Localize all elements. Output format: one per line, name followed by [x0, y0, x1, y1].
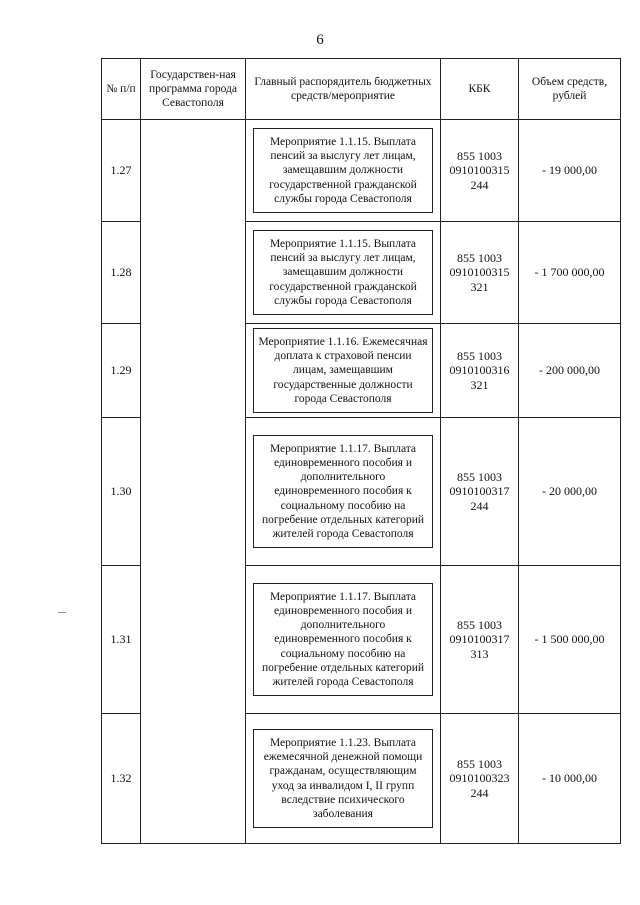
- amount-cell: - 1 500 000,00: [519, 566, 621, 714]
- measure-cell: [246, 418, 441, 566]
- kbk-code-part: 0910100317: [449, 484, 510, 499]
- header-num: № п/п: [102, 59, 141, 120]
- measure-cell: [246, 222, 441, 324]
- kbk-code-part: 321: [470, 279, 489, 294]
- header-amount: Объем средств, рублей: [519, 59, 621, 120]
- row-number: 1.29: [102, 324, 141, 418]
- amount-cell: - 19 000,00: [519, 120, 621, 222]
- kbk-cell: [441, 324, 519, 418]
- kbk-code-part: 0910100323: [449, 771, 510, 786]
- kbk-code-part: 0910100315: [449, 265, 510, 280]
- row-number: 1.28: [102, 222, 141, 324]
- row-number: 1.32: [102, 714, 141, 844]
- kbk-code-part: 244: [470, 498, 489, 513]
- kbk-cell: [441, 566, 519, 714]
- measure-text: Мероприятие 1.1.23. Выплата ежемесячной денежной помощи гражданам, осуществляющим уход за инвалидом I, II групп вследствие психического заболевания: [253, 729, 433, 827]
- measure-cell: [246, 566, 441, 714]
- measure-cell: [246, 120, 441, 222]
- amount-cell: - 20 000,00: [519, 418, 621, 566]
- kbk-code-part: 0910100317: [449, 632, 510, 647]
- kbk-cell: [441, 120, 519, 222]
- row-number: 1.27: [102, 120, 141, 222]
- row-number: 1.30: [102, 418, 141, 566]
- kbk-cell: [441, 418, 519, 566]
- row-number: 1.31: [102, 566, 141, 714]
- amount-cell: - 1 700 000,00: [519, 222, 621, 324]
- program-cell: [141, 120, 246, 844]
- kbk-code-part: 855 1003: [457, 756, 502, 771]
- measure-text: Мероприятие 1.1.15. Выплата пенсий за выслугу лет лицам, замещавшим должности государственной гражданской службы города Севастополя: [253, 128, 433, 212]
- measure-text: Мероприятие 1.1.17. Выплата единовременного пособия и дополнительного единовременного пособия к социальному пособию на погребение отдельных категорий жителей города Севастополя: [253, 435, 433, 547]
- measure-text: Мероприятие 1.1.15. Выплата пенсий за выслугу лет лицам, замещавшим должности государственной гражданской службы города Севастополя: [253, 230, 433, 314]
- measure-cell: [246, 714, 441, 844]
- measure-text: Мероприятие 1.1.16. Ежемесячная доплата к страховой пенсии лицам, замещавшим государственные должности города Севастополя: [253, 328, 433, 412]
- kbk-code-part: 855 1003: [457, 617, 502, 632]
- kbk-code-part: 855 1003: [457, 348, 502, 363]
- kbk-code-part: 313: [470, 646, 489, 661]
- header-kbk: КБК: [441, 59, 519, 120]
- measure-cell: [246, 324, 441, 418]
- budget-table: [101, 58, 621, 844]
- amount-cell: - 200 000,00: [519, 324, 621, 418]
- table-row: [102, 120, 621, 222]
- table-header-row: [102, 59, 621, 120]
- page-number: 6: [316, 32, 324, 48]
- margin-mark: [58, 612, 66, 613]
- header-measure: Главный распорядитель бюджетных средств/мероприятие: [246, 59, 441, 120]
- header-program: Государствен-ная программа города Севастополя: [141, 59, 246, 120]
- kbk-code-part: 0910100316: [449, 363, 510, 378]
- kbk-cell: [441, 222, 519, 324]
- kbk-code-part: 244: [470, 785, 489, 800]
- measure-text: Мероприятие 1.1.17. Выплата единовременного пособия и дополнительного единовременного пособия к социальному пособию на погребение отдельных категорий жителей города Севастополя: [253, 583, 433, 695]
- kbk-code-part: 855 1003: [457, 469, 502, 484]
- kbk-code-part: 855 1003: [457, 148, 502, 163]
- kbk-code-part: 855 1003: [457, 250, 502, 265]
- amount-cell: - 10 000,00: [519, 714, 621, 844]
- kbk-code-part: 321: [470, 377, 489, 392]
- kbk-code-part: 0910100315: [449, 163, 510, 178]
- kbk-cell: [441, 714, 519, 844]
- kbk-code-part: 244: [470, 177, 489, 192]
